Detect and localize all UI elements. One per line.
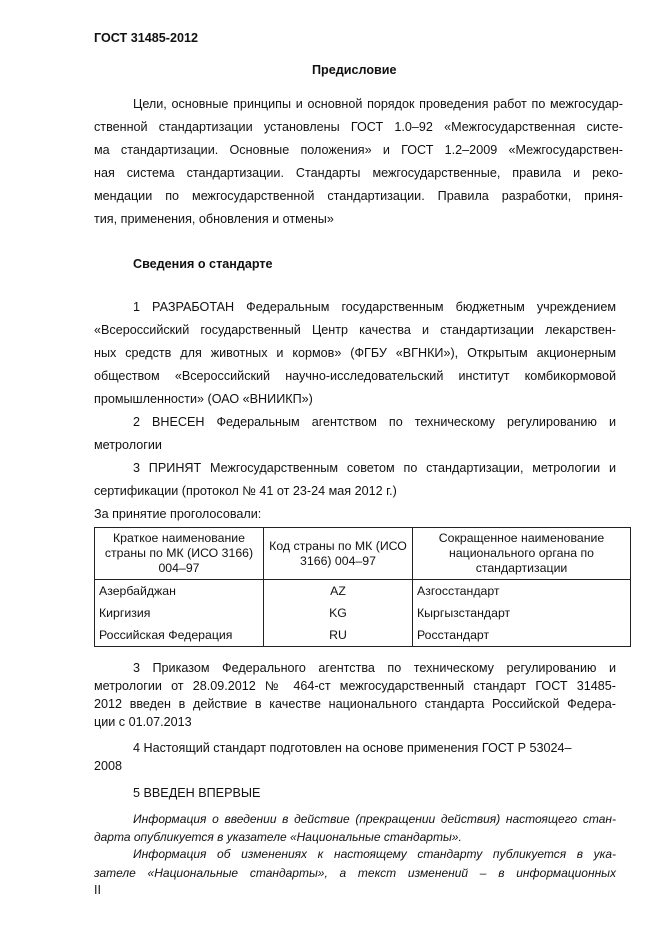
text-line: ции с 01.07.2013 — [94, 715, 192, 729]
voting-table — [94, 527, 631, 647]
text-line: тия, применения, обновления и отмены» — [94, 212, 334, 226]
item-first-introduced: 5 ВВЕДЕН ВПЕРВЫЕ — [133, 786, 261, 800]
text-line: 4 Настоящий стандарт подготовлен на основе применения ГОСТ Р 53024– — [133, 741, 572, 755]
text-line: Цели, основные принципы и основной порядок проведения работ по межгосудар- — [133, 97, 623, 111]
table-row — [95, 624, 631, 647]
info-title: Сведения о стандарте — [133, 257, 273, 271]
body-cell: Кыргызстандарт — [413, 602, 631, 624]
text-line: 3 Приказом Федерального агентства по техническому регулированию и — [133, 661, 616, 675]
body-cell: Азгосстандарт — [413, 580, 631, 603]
body-cell: Росстандарт — [413, 624, 631, 647]
page-number: II — [94, 883, 101, 897]
preface-title: Предисловие — [312, 63, 397, 77]
code-cell: KG — [264, 602, 413, 624]
code-cell: RU — [264, 624, 413, 647]
table-header-row — [95, 528, 631, 580]
text-line: «Всероссийский государственный Центр качества и стандартизации лекарствен- — [94, 323, 616, 337]
column-header-country: Краткое наименование страны по МК (ИСО 3166) 004–97 — [95, 528, 264, 580]
table-row — [95, 602, 631, 624]
text-line: метрологии от 28.09.2012 № 464-ст межгосударственный стандарт ГОСТ 31485- — [94, 679, 616, 693]
text-line: ных средств для животных и кормов» (ФГБУ «ВГНКИ»), Открытым акционерным — [94, 346, 616, 360]
text-line: дарта опубликуется в указателе «Национальные стандарты». — [94, 830, 462, 844]
text-line: зателе «Национальные стандарты», а текст изменений – в информационных — [94, 866, 616, 880]
text-line: Информация о введении в действие (прекращении действия) настоящего стан- — [133, 812, 616, 826]
column-header-code: Код страны по МК (ИСО 3166) 004–97 — [264, 528, 413, 580]
country-cell: Российская Федерация — [95, 624, 264, 647]
voted-label: За принятие проголосовали: — [94, 507, 262, 521]
country-cell: Киргизия — [95, 602, 264, 624]
text-line: 2008 — [94, 759, 123, 773]
text-line: 3 ПРИНЯТ Межгосударственным советом по стандартизации, метрологии и — [133, 461, 616, 475]
text-line: сертификации (протокол № 41 от 23-24 мая 2012 г.) — [94, 484, 397, 498]
text-line: ственной стандартизации установлены ГОСТ 1.0–92 «Межгосударственная систе- — [94, 120, 623, 134]
code-cell: AZ — [264, 580, 413, 603]
column-header-body: Сокращенное наименование национального органа по стандартизации — [413, 528, 631, 580]
country-cell: Азербайджан — [95, 580, 264, 603]
text-line: Информация об изменениях к настоящему стандарту публикуется в ука- — [133, 847, 616, 861]
text-line: мендации по межгосударственной стандартизации. Правила разработки, приня- — [94, 189, 623, 203]
document-code: ГОСТ 31485-2012 — [94, 31, 198, 45]
text-line: обществом «Всероссийский научно-исследовательский институт комбикормовой — [94, 369, 616, 383]
text-line: ная система стандартизации. Стандарты межгосударственные, правила и реко- — [94, 166, 623, 180]
text-line: 2012 введен в действие в качестве национального стандарта Российской Федера- — [94, 697, 616, 711]
text-line: метрологии — [94, 438, 162, 452]
text-line: ма стандартизации. Основные положения» и ГОСТ 1.2–2009 «Межгосударствен- — [94, 143, 623, 157]
text-line: промышленности» (ОАО «ВНИИКП») — [94, 392, 313, 406]
text-line: 1 РАЗРАБОТАН Федеральным государственным бюджетным учреждением — [133, 300, 616, 314]
table-row — [95, 580, 631, 603]
text-line: 2 ВНЕСЕН Федеральным агентством по техническому регулированию и — [133, 415, 616, 429]
